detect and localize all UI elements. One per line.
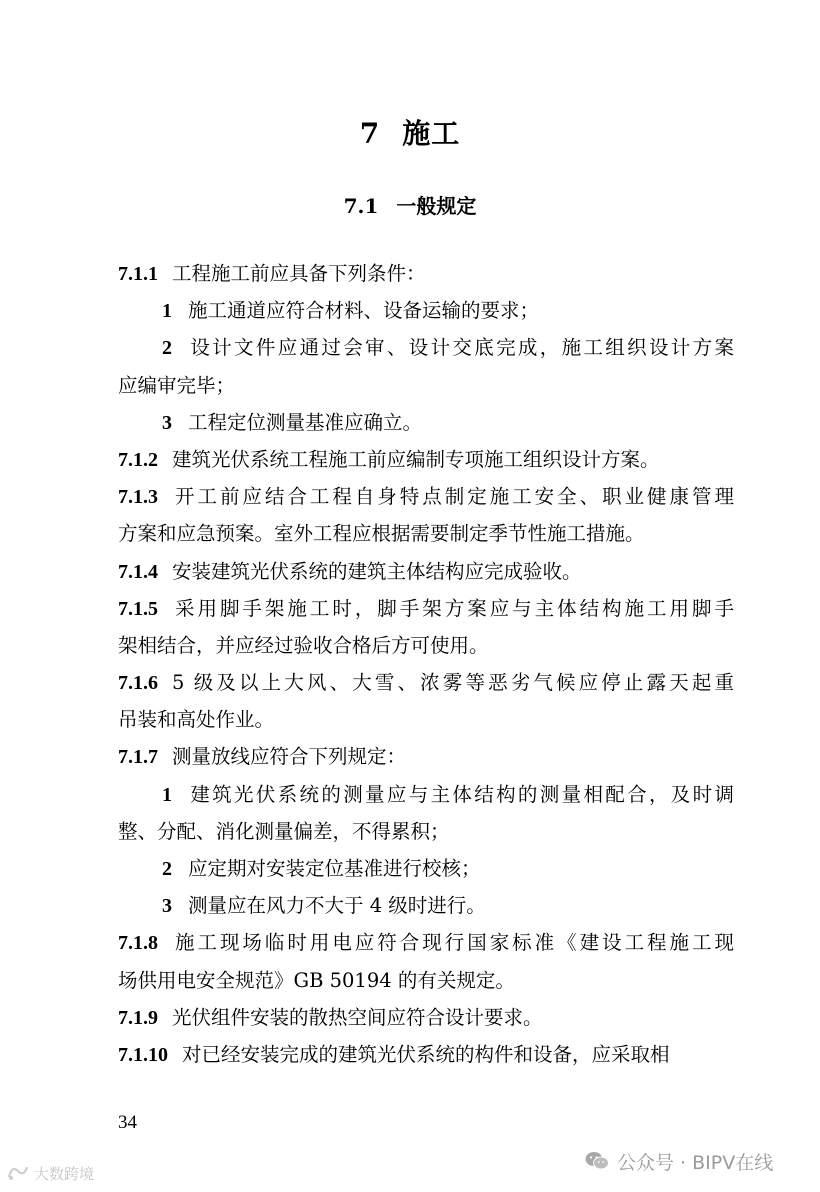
- line-text: 工程定位测量基准应确立。: [188, 410, 423, 434]
- item-number: 2: [162, 337, 172, 360]
- line-text: 工程施工前应具备下列条件：: [172, 262, 426, 285]
- line-text: 吊装和高处作业。: [118, 708, 275, 732]
- text-line: [118, 776, 734, 813]
- text-line: [118, 478, 734, 515]
- item-number: 1: [162, 300, 172, 323]
- line-text: 测量放线应符合下列规定：: [172, 745, 407, 769]
- wechat-watermark: [585, 1146, 773, 1176]
- text-line: [118, 627, 734, 664]
- text-line: [118, 738, 734, 775]
- watermark-right-text: 公众号 · BIPV在线: [617, 1151, 774, 1174]
- text-line: [118, 664, 734, 701]
- watermark-left-text: 大数跨境: [34, 1164, 95, 1183]
- text-line: [118, 553, 734, 590]
- item-number: 1: [162, 783, 172, 806]
- clause-number: 7.1.2: [118, 448, 158, 471]
- line-text: 对已经安装完成的建筑光伏系统的构件和设备，应采取相: [182, 1042, 670, 1066]
- clause-number: 7.1.8: [118, 932, 158, 955]
- text-line: [118, 1036, 734, 1073]
- line-text: 测量应在风力不大于 4 级时进行。: [188, 894, 486, 918]
- line-text: 施工现场临时用电应符合现行国家标准《建设工程施工现: [172, 931, 734, 955]
- text-line: [118, 292, 734, 329]
- text-line: [118, 590, 734, 627]
- clause-number: 7.1.4: [118, 560, 158, 583]
- chapter-title: 施工: [402, 117, 461, 150]
- line-text: 方案和应急预案。室外工程应根据需要制定季节性施工措施。: [118, 522, 645, 546]
- section-title: 一般规定: [396, 194, 477, 218]
- section-heading: [0, 190, 820, 219]
- line-text: 光伏组件安装的散热空间应符合设计要求。: [172, 1005, 543, 1029]
- text-line: [118, 701, 734, 738]
- line-text: 建筑光伏系统的测量应与主体结构的测量相配合，及时调: [188, 782, 734, 806]
- section-number: 7.1: [343, 194, 379, 218]
- clause-number: 7.1.9: [118, 1006, 158, 1029]
- document-body: [118, 255, 734, 1073]
- chapter-heading: [0, 112, 820, 152]
- text-line: [118, 367, 734, 404]
- line-text: 应编审完毕；: [118, 373, 236, 397]
- line-text: 施工通道应符合材料、设备运输的要求；: [188, 299, 540, 323]
- line-text: 应定期对安装定位基准进行校核；: [188, 857, 481, 880]
- clause-number: 7.1.1: [118, 263, 158, 285]
- line-text: 开工前应结合工程自身特点制定施工安全、职业健康管理: [172, 485, 734, 509]
- wechat-icon: [585, 1151, 609, 1171]
- line-text: 5 级及以上大风、大雪、浓雾等恶劣气候应停止露天起重: [172, 671, 734, 695]
- brand-logo-icon: [6, 1163, 30, 1183]
- text-line: [118, 850, 734, 887]
- clause-number: 7.1.6: [118, 672, 158, 695]
- line-text: 整、分配、消化测量偏差，不得累积；: [118, 819, 450, 843]
- item-number: 3: [162, 895, 172, 918]
- text-line: [118, 962, 734, 999]
- text-line: [118, 515, 734, 552]
- item-number: 3: [162, 411, 172, 434]
- text-line: [118, 404, 734, 441]
- text-line: [118, 441, 734, 478]
- text-line: [118, 255, 734, 292]
- text-line: [118, 813, 734, 850]
- line-text: 安装建筑光伏系统的建筑主体结构应完成验收。: [172, 559, 582, 583]
- clause-number: 7.1.3: [118, 486, 158, 509]
- page-number: 34: [118, 1112, 137, 1133]
- text-line: [118, 329, 734, 366]
- brand-watermark: [6, 1160, 94, 1186]
- line-text: 建筑光伏系统工程施工前应编制专项施工组织设计方案。: [172, 447, 660, 471]
- clause-number: 7.1.5: [118, 597, 158, 620]
- line-text: 场供用电安全规范》GB 50194 的有关规定。: [118, 968, 515, 992]
- line-text: 采用脚手架施工时，脚手架方案应与主体结构施工用脚手: [172, 596, 734, 620]
- line-text: 设计文件应通过会审、设计交底完成，施工组织设计方案: [188, 336, 734, 360]
- text-line: [118, 887, 734, 924]
- text-line: [118, 924, 734, 961]
- text-line: [118, 999, 734, 1036]
- clause-number: 7.1.7: [118, 746, 158, 769]
- item-number: 2: [162, 858, 172, 880]
- clause-number: 7.1.10: [118, 1043, 168, 1066]
- line-text: 架相结合，并应经过验收合格后方可使用。: [118, 633, 489, 657]
- chapter-number: 7: [359, 117, 381, 150]
